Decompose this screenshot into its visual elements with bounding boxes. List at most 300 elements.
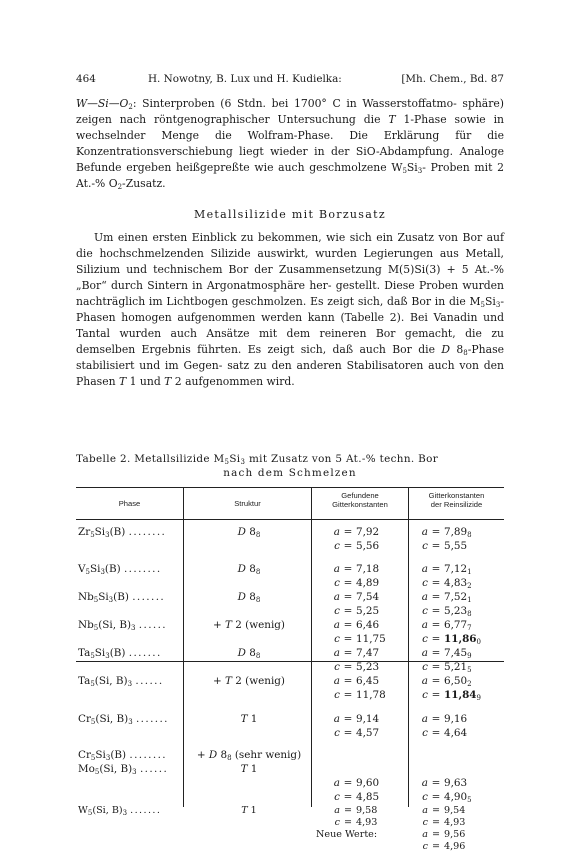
pure-a: [416, 829, 502, 840]
text: Si: [229, 453, 241, 465]
sub: 7: [467, 624, 472, 632]
text: D: [208, 749, 218, 761]
table-row-phase: [78, 647, 162, 660]
sub: 5: [90, 754, 96, 762]
text: Tabelle 2. Metallsilizide M: [76, 453, 225, 465]
equals: =: [431, 727, 441, 739]
system-label: W—Si—O: [76, 97, 129, 110]
value: 4,93: [444, 817, 466, 828]
symbol: a: [334, 805, 340, 816]
symbol: c: [422, 791, 428, 803]
text: (B): [110, 749, 127, 761]
sub: 3: [417, 167, 423, 175]
text: Mo: [78, 763, 95, 775]
pure-a: [416, 619, 502, 632]
value: 7,45: [444, 647, 468, 659]
text: 8: [245, 563, 256, 575]
symbol: a: [422, 805, 428, 816]
text: satz zu den anderen Stabilisatoren auch von den Phasen: [76, 359, 504, 388]
symbol: a: [333, 777, 340, 789]
equals: =: [431, 675, 441, 687]
pure-c: [416, 605, 502, 618]
section-title: Metallsilizide mit Borzusatz: [194, 208, 386, 221]
equals: =: [431, 817, 441, 828]
found-c: [328, 633, 404, 646]
equals: =: [343, 577, 353, 589]
value: 7,47: [356, 647, 380, 659]
text: : Sinterproben (6 Stdn. bei 1700° C in Wasserstoffatmo-: [132, 97, 457, 110]
text: aufgenommen wird.: [185, 375, 295, 388]
symbol: c: [334, 727, 340, 739]
sub: 5: [90, 718, 96, 726]
pure-c: [416, 841, 502, 852]
sub: 9: [476, 694, 482, 702]
text: +: [213, 675, 226, 687]
value: 11,78: [356, 689, 386, 701]
text: die Konzentrationsverschiebung liegt wieder in der SiO-Abdampfung.: [76, 129, 505, 158]
text: (Si, B): [99, 763, 133, 775]
value: 5,21: [444, 661, 468, 673]
value: 6,46: [356, 619, 380, 631]
value: 4,64: [444, 727, 468, 739]
table-row-phase: [78, 591, 165, 604]
sub: 3: [100, 568, 105, 576]
found-a: [328, 805, 404, 816]
sub: 3: [240, 458, 246, 466]
table-top-rule: [76, 487, 504, 488]
table-row-phase: [78, 749, 167, 762]
dot-leader: .......: [128, 647, 162, 659]
symbol: c: [422, 577, 428, 589]
text: Proben mit 2 At.-% O: [76, 161, 505, 190]
equals: =: [431, 805, 441, 816]
phase-symbol: D: [441, 343, 451, 356]
text: der Reinsilizide: [430, 500, 483, 509]
sub: 1: [467, 568, 472, 576]
text: T: [225, 619, 232, 631]
sub: 8: [467, 610, 472, 618]
text: Zr: [78, 526, 91, 538]
header-reinsilizide: [409, 491, 504, 509]
equals: =: [343, 805, 353, 816]
found-a: [328, 675, 404, 688]
symbol: c: [334, 577, 340, 589]
table-row-phase: [78, 526, 166, 539]
text: (Si, B): [98, 619, 132, 631]
text: Si: [89, 563, 101, 575]
symbol: c: [334, 633, 340, 645]
sub: 3: [132, 768, 137, 776]
value: 4,90: [444, 791, 468, 803]
text: T: [240, 713, 248, 725]
pure-a: [416, 777, 502, 790]
text: T: [240, 763, 248, 775]
header-gefundene: [312, 491, 408, 509]
value: 7,52: [444, 591, 468, 603]
pure-a: [416, 675, 502, 688]
table-row-phase: [78, 763, 168, 776]
value: 7,54: [356, 591, 380, 603]
value: 4,89: [356, 577, 380, 589]
text: (B): [109, 526, 126, 538]
symbol: a: [421, 591, 428, 603]
sub: 3: [495, 301, 501, 309]
symbol: c: [334, 689, 340, 701]
found-a: [328, 777, 404, 790]
table-row-phase: [78, 619, 167, 632]
equals: =: [343, 633, 353, 645]
table-caption: [76, 452, 504, 480]
text: -Zusatz.: [122, 177, 166, 190]
paragraph-w-si-o: [76, 96, 504, 192]
pure-c: [416, 633, 502, 646]
dot-leader: ........: [129, 749, 167, 761]
equals: =: [343, 540, 353, 552]
sub: 5: [93, 624, 99, 632]
table-row-struktur: [190, 713, 308, 726]
text: M(5)Si(3) + 5 At.-% „Bor“ durch Sintern in Argonatmosphäre her-: [76, 263, 504, 292]
symbol: c: [422, 633, 428, 645]
text: Si: [98, 591, 109, 603]
equals: =: [431, 605, 441, 617]
sub: 2: [117, 183, 123, 191]
value: 7,18: [356, 563, 380, 575]
text: gestellt. Diese Proben wurden nachträglich im Lichtbogen geschmolzen.: [76, 279, 504, 308]
sub: 5: [90, 652, 95, 660]
equals: =: [431, 829, 441, 840]
value: 9,56: [444, 829, 466, 840]
equals: =: [343, 727, 353, 739]
symbol: a: [422, 829, 428, 840]
found-a: [328, 563, 404, 576]
text: +: [213, 619, 226, 631]
sub: 5: [224, 458, 230, 466]
found-c: [328, 689, 404, 702]
symbol: c: [422, 661, 428, 673]
symbol: c: [334, 605, 340, 617]
found-c: [328, 605, 404, 618]
equals: =: [431, 619, 441, 631]
found-c: [328, 791, 404, 804]
text: Cr: [78, 713, 91, 725]
text: D: [237, 591, 246, 603]
sub: 3: [131, 624, 136, 632]
symbol: a: [421, 713, 428, 725]
text: kann (Tabelle 2). Bei Vanadin und Tantal wurden auch Ansätze mit: [76, 311, 504, 340]
value: 6,45: [356, 675, 380, 687]
text: 2 (wenig): [231, 675, 285, 687]
value: 6,77: [444, 619, 468, 631]
text: (sehr wenig): [231, 749, 302, 761]
symbol: a: [421, 777, 428, 789]
value: 11,86: [444, 633, 477, 645]
equals: =: [343, 647, 353, 659]
found-c: [328, 727, 404, 740]
text: D: [237, 563, 246, 575]
text: 8: [450, 343, 464, 356]
value: 5,25: [356, 605, 380, 617]
sub: 0: [476, 638, 482, 646]
value: 11,84: [444, 689, 477, 701]
text: 1-Phase: [395, 113, 447, 126]
symbol: a: [333, 563, 340, 575]
equals: =: [431, 526, 441, 538]
dot-leader: ......: [135, 675, 164, 687]
sub: 3: [105, 754, 111, 762]
symbol: a: [333, 526, 340, 538]
symbol: a: [421, 563, 428, 575]
text: Si: [406, 161, 418, 174]
value: 7,92: [356, 526, 380, 538]
equals: =: [343, 591, 353, 603]
equals: =: [431, 777, 441, 789]
text: aus Metall, Silizium und technischem Bor der Zusammensetzung: [76, 247, 504, 276]
pure-c: [416, 577, 502, 590]
text: -Phasen homogen aufgenommen werden: [76, 295, 504, 324]
sub: 3: [128, 718, 133, 726]
value: 9,60: [356, 777, 380, 789]
table-column-divider: [311, 487, 312, 807]
text: Gefundene: [341, 491, 379, 500]
sub: 2: [128, 103, 133, 111]
equals: =: [431, 633, 441, 645]
symbol: c: [334, 817, 340, 828]
text: Analoge Befunde ergeben heißgepreßte wie auch geschmolzene W: [76, 145, 504, 174]
sub: 8: [255, 652, 261, 660]
text: Ta: [78, 647, 91, 659]
found-a: [328, 619, 404, 632]
equals: =: [431, 540, 441, 552]
symbol: c: [422, 727, 428, 739]
sub: 5: [93, 596, 99, 604]
text: (Si, B): [94, 675, 128, 687]
table-row-struktur: [190, 749, 308, 762]
sub: 5: [467, 796, 472, 804]
sub: 2: [467, 582, 472, 590]
dot-leader: ......: [138, 619, 168, 631]
text: Cr: [78, 749, 91, 761]
equals: =: [431, 713, 441, 725]
table-column-divider: [183, 487, 184, 807]
table-row-struktur: [190, 675, 308, 688]
equals: =: [343, 817, 353, 828]
equals: =: [343, 563, 353, 575]
dot-leader: ........: [123, 563, 162, 575]
text: 2 (wenig): [231, 619, 285, 631]
sub: 5: [90, 680, 95, 688]
pure-c: [416, 661, 502, 674]
text: W: [78, 805, 88, 816]
pure-a: [416, 713, 502, 726]
pure-c: [416, 727, 502, 740]
sub: 8: [467, 531, 472, 539]
text: 1: [247, 805, 257, 816]
equals: =: [431, 689, 441, 701]
table-header-rule: [76, 519, 504, 520]
table-row-phase: [78, 805, 161, 816]
text: 8: [245, 526, 256, 538]
text: zeigt sich, daß auch Bor die: [267, 343, 442, 356]
text: Nb: [78, 591, 94, 603]
text: (B): [113, 591, 129, 603]
pure-a: [416, 563, 502, 576]
value: 7,89: [444, 526, 468, 538]
text: D: [237, 526, 246, 538]
header-authors: H. Nowotny, B. Lux und H. Kudielka:: [148, 73, 342, 85]
equals: =: [431, 791, 441, 803]
phase-symbol: T: [388, 113, 396, 126]
pure-c: [416, 817, 502, 828]
table-row-struktur: [190, 805, 308, 816]
sub: 5: [467, 666, 472, 674]
symbol: a: [333, 591, 340, 603]
equals: =: [431, 577, 441, 589]
header-struktur: Struktur: [234, 499, 261, 508]
value: 5,23: [444, 605, 468, 617]
text: (Si, B): [95, 713, 129, 725]
symbol: c: [334, 661, 340, 673]
table-row-phase: [78, 675, 164, 688]
text: T: [225, 675, 232, 687]
text: (B): [104, 563, 121, 575]
value: 9,58: [356, 805, 378, 816]
value: 6,50: [444, 675, 468, 687]
table-row-struktur: [190, 763, 308, 776]
pure-c: [416, 540, 502, 553]
symbol: a: [333, 713, 340, 725]
phase-symbol: T: [164, 375, 172, 388]
table-row-struktur: [190, 526, 308, 539]
table-row-struktur: [190, 647, 308, 660]
text: 8: [245, 647, 256, 659]
header-phase: Phase: [118, 499, 141, 508]
pure-a: [416, 526, 502, 539]
symbol: a: [421, 619, 428, 631]
value: 9,14: [356, 713, 380, 725]
sub: 9: [467, 652, 472, 660]
sub: 5: [402, 167, 407, 175]
dot-leader: .......: [132, 591, 166, 603]
text: D: [237, 647, 246, 659]
text: Gitterkonstanten: [428, 491, 485, 500]
equals: =: [431, 661, 441, 673]
paragraph-borzusatz: [76, 230, 504, 390]
symbol: c: [422, 841, 428, 852]
caption-line-1: [76, 452, 504, 466]
sub: 2: [467, 680, 472, 688]
table-row-struktur: [190, 563, 308, 576]
equals: =: [343, 713, 353, 725]
sub: 3: [127, 680, 133, 688]
text: sphäre) zeigen nach röntgenographischer Untersuchung die: [76, 97, 505, 126]
sub: 8: [255, 596, 261, 604]
text: Bor auf die hochschmelzenden Silizide auswirkt, wurden Legierungen: [76, 231, 504, 260]
sub: 8: [255, 531, 261, 539]
value: 4,93: [356, 817, 378, 828]
value: 9,54: [444, 805, 466, 816]
sub: 8: [227, 754, 232, 762]
caption-line-2: nach dem Schmelzen: [223, 467, 357, 479]
dot-leader: .......: [135, 713, 169, 725]
text: 1: [247, 713, 258, 725]
dot-leader: .......: [130, 805, 162, 816]
sub: 5: [87, 809, 93, 817]
text: 8: [217, 749, 228, 761]
found-a: [328, 591, 404, 604]
text: Um einen ersten Einblick zu bekommen, wie sich ein Zusatz von: [94, 231, 459, 244]
page-number: 464: [76, 73, 96, 85]
header-journal: [Mh. Chem., Bd. 87: [401, 73, 504, 85]
text: +: [196, 749, 209, 761]
equals: =: [431, 647, 441, 659]
sub: 3: [105, 652, 110, 660]
table-row-phase: [78, 713, 169, 726]
phase-symbol: T: [118, 375, 127, 388]
equals: =: [431, 591, 441, 603]
value: 4,96: [444, 841, 466, 852]
symbol: a: [333, 675, 340, 687]
text: Es zeigt sich, daß Bor in die M: [310, 295, 481, 308]
text: -: [422, 161, 426, 174]
text: sowie in wechselnder Menge die Wolfram-Phase. Die Erklärung für: [76, 113, 504, 142]
found-a: [328, 526, 404, 539]
running-header: [76, 72, 504, 86]
value: 11,75: [356, 633, 386, 645]
symbol: a: [421, 526, 428, 538]
value: 5,23: [356, 661, 380, 673]
sub: 8: [255, 568, 261, 576]
new-values-label: Neue Werte:: [316, 829, 378, 840]
table-row-phase: [78, 563, 162, 576]
equals: =: [343, 689, 353, 701]
text: -Phase stabilisiert und im Gegen-: [76, 343, 504, 372]
value: 5,56: [356, 540, 380, 552]
equals: =: [431, 563, 441, 575]
symbol: c: [422, 540, 428, 552]
symbol: c: [334, 791, 340, 803]
symbol: c: [422, 689, 428, 701]
equals: =: [343, 791, 353, 803]
table-row-struktur: [190, 591, 308, 604]
text: (B): [109, 647, 126, 659]
value: 5,55: [444, 540, 468, 552]
dot-leader: ......: [139, 763, 169, 775]
value: 4,57: [356, 727, 380, 739]
symbol: a: [333, 647, 340, 659]
symbol: c: [334, 540, 340, 552]
value: 4,85: [356, 791, 380, 803]
text: Nb: [78, 619, 94, 631]
equals: =: [431, 841, 441, 852]
text: 8: [245, 591, 256, 603]
sub: 5: [85, 568, 90, 576]
equals: =: [343, 605, 353, 617]
found-c: [328, 661, 404, 674]
sub: 3: [108, 596, 114, 604]
text: 2: [171, 375, 182, 388]
text: T: [241, 805, 248, 816]
found-a: [328, 713, 404, 726]
pure-a: [416, 805, 502, 816]
text: dem reineren Bor gemacht, die zu demselben Ergebnis führten. Es: [76, 327, 505, 356]
text: Si: [485, 295, 496, 308]
symbol: c: [422, 605, 428, 617]
sub: 8: [463, 349, 468, 357]
sub: 1: [467, 596, 472, 604]
text: mit Zusatz von 5 At.-% techn. Bor: [245, 453, 439, 465]
table-column-divider: [408, 487, 409, 807]
equals: =: [343, 675, 353, 687]
